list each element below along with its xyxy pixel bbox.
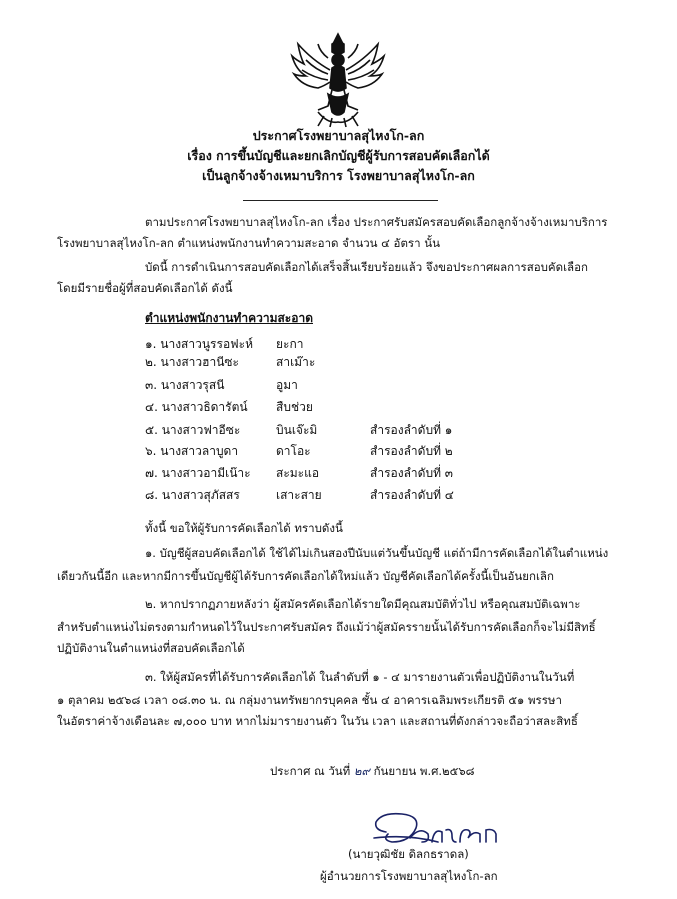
announcement-date: [270, 763, 475, 779]
candidate-name: ๗. นางสาวอามีเน๊าะ: [145, 466, 251, 480]
reserve-rank: สำรองลำดับที่ ๑: [370, 423, 453, 437]
header-title: ประกาศโรงพยาบาลสุไหงโก-ลก: [252, 128, 425, 143]
date-month-year: กันยายน พ.ศ.๒๕๖๘: [373, 764, 475, 778]
header-subject-line2: เป็นลูกจ้างจ้างเหมาบริการ โรงพยาบาลสุไหงโก-ลก: [202, 168, 475, 183]
reserve-rank: สำรองลำดับที่ ๓: [370, 466, 454, 480]
header-subject: เรื่อง การขึ้นบัญชีและยกเลิกบัญชีผู้รับการสอบคัดเลือกได้: [187, 148, 490, 163]
candidate-name: ๕. นางสาวฟาอีซะ: [145, 423, 241, 437]
reserve-rank: สำรองลำดับที่ ๔: [370, 488, 454, 502]
condition-1-line-1: ๑. บัญชีผู้สอบคัดเลือกได้ ใช้ได้ไม่เกินสองปีนับแต่วันขึ้นบัญชี แต่ถ้ามีการคัดเลือกได้ในตำแหน่ง: [145, 546, 609, 560]
intro-paragraph-2-line-1: บัดนี้ การดำเนินการสอบคัดเลือกได้เสร็จสิ้นเรียบร้อยแล้ว จึงขอประกาศผลการสอบคัดเลือก: [145, 260, 588, 274]
candidate-name: ๘. นางสาวสุภัสสร: [145, 488, 240, 502]
signatory-title: ผู้อำนวยการโรงพยาบาลสุไหงโก-ลก: [320, 869, 498, 883]
condition-2-line-2: สำหรับตำแหน่งไม่ตรงตามกำหนดไว้ในประกาศรับสมัคร ถึงแม้ว่าผู้สมัครรายนั้นได้รับการคัดเลือกก็จะไม่มีสิทธิ์: [57, 620, 596, 634]
candidate-name: ๒. นางสาวฮานีซะ: [145, 355, 239, 369]
candidate-name: ๑. นางสาวนูรรอฟะห์: [145, 337, 253, 351]
date-prefix: ประกาศ ณ วันที่: [270, 764, 351, 778]
candidate-surname: สืบช่วย: [276, 400, 313, 414]
reserve-rank: สำรองลำดับที่ ๒: [370, 444, 453, 458]
condition-2-line-1: ๒. หากปรากฏภายหลังว่า ผู้สมัครคัดเลือกได้รายใดมีคุณสมบัติทั่วไป หรือคุณสมบัติเฉพาะ: [145, 597, 581, 611]
intro-paragraph-1-line-1: ตามประกาศโรงพยาบาลสุไหงโก-ลก เรื่อง ประกาศรับสมัครสอบคัดเลือกลูกจ้างจ้างเหมาบริการ: [145, 215, 608, 229]
candidate-surname: เสาะสาย: [276, 488, 322, 502]
intro-paragraph-2-line-2: โดยมีรายชื่อผู้ที่สอบคัดเลือกได้ ดังนี้: [57, 281, 233, 295]
candidate-surname: บินเจ๊ะมิ: [276, 423, 318, 437]
header-divider: [243, 200, 438, 201]
signatory-name: (นายวุฒิชัย ดิลกธราดล): [348, 847, 469, 861]
condition-1-line-2: เดียวกันนี้อีก และหากมีการขึ้นบัญชีผู้ได้รับการคัดเลือกได้ใหม่แล้ว บัญชีคัดเลือกได้ครั้งนี้เป็นอันยกเลิก: [57, 569, 554, 583]
condition-3-line-1: ๓. ให้ผู้สมัครที่ได้รับการคัดเลือกได้ ในลำดับที่ ๑ - ๔ มารายงานตัวเพื่อปฏิบัติงานในวันที่: [145, 670, 575, 684]
condition-3-line-2: ๑ ตุลาคม ๒๕๖๘ เวลา ๐๘.๓๐ น. ณ กลุ่มงานทรัพยากรบุคคล ชั้น ๔ อาคารเฉลิมพระเกียรติ ๕๑ พรรษา: [57, 693, 562, 707]
candidate-name: ๖. นางสาวลาบูดา: [145, 444, 239, 458]
condition-3-line-3: ในอัตราค่าจ้างเดือนละ ๗,๐๐๐ บาท หากไม่มารายงานตัว ในวัน เวลา และสถานที่ดังกล่าวจะถือว่าสละสิทธิ์: [57, 714, 578, 728]
candidate-surname: สาเม๊าะ: [276, 355, 316, 369]
candidate-surname: ยะกา: [276, 337, 304, 351]
candidate-name: ๔. นางสาวธิดารัตน์: [145, 400, 248, 414]
garuda-emblem: [288, 30, 388, 128]
position-heading: ตำแหน่งพนักงานทำความสะอาด: [145, 311, 313, 325]
conditions-lead: ทั้งนี้ ขอให้ผู้รับการคัดเลือกได้ ทราบดังนี้: [145, 521, 343, 535]
candidate-surname: ดาโอะ: [276, 444, 311, 458]
intro-paragraph-1-line-2: โรงพยาบาลสุไหงโก-ลก ตำแหน่งพนักงานทำความสะอาด จำนวน ๔ อัตรา นั้น: [57, 236, 440, 250]
candidate-name: ๓. นางสาวรุสนี: [145, 378, 225, 392]
candidate-surname: อูมา: [276, 378, 298, 392]
date-day: ๒๙: [353, 764, 370, 778]
candidate-surname: สะมะแอ: [276, 466, 320, 480]
condition-2-line-3: ปฏิบัติงานในตำแหน่งที่สอบคัดเลือกได้: [57, 641, 245, 655]
